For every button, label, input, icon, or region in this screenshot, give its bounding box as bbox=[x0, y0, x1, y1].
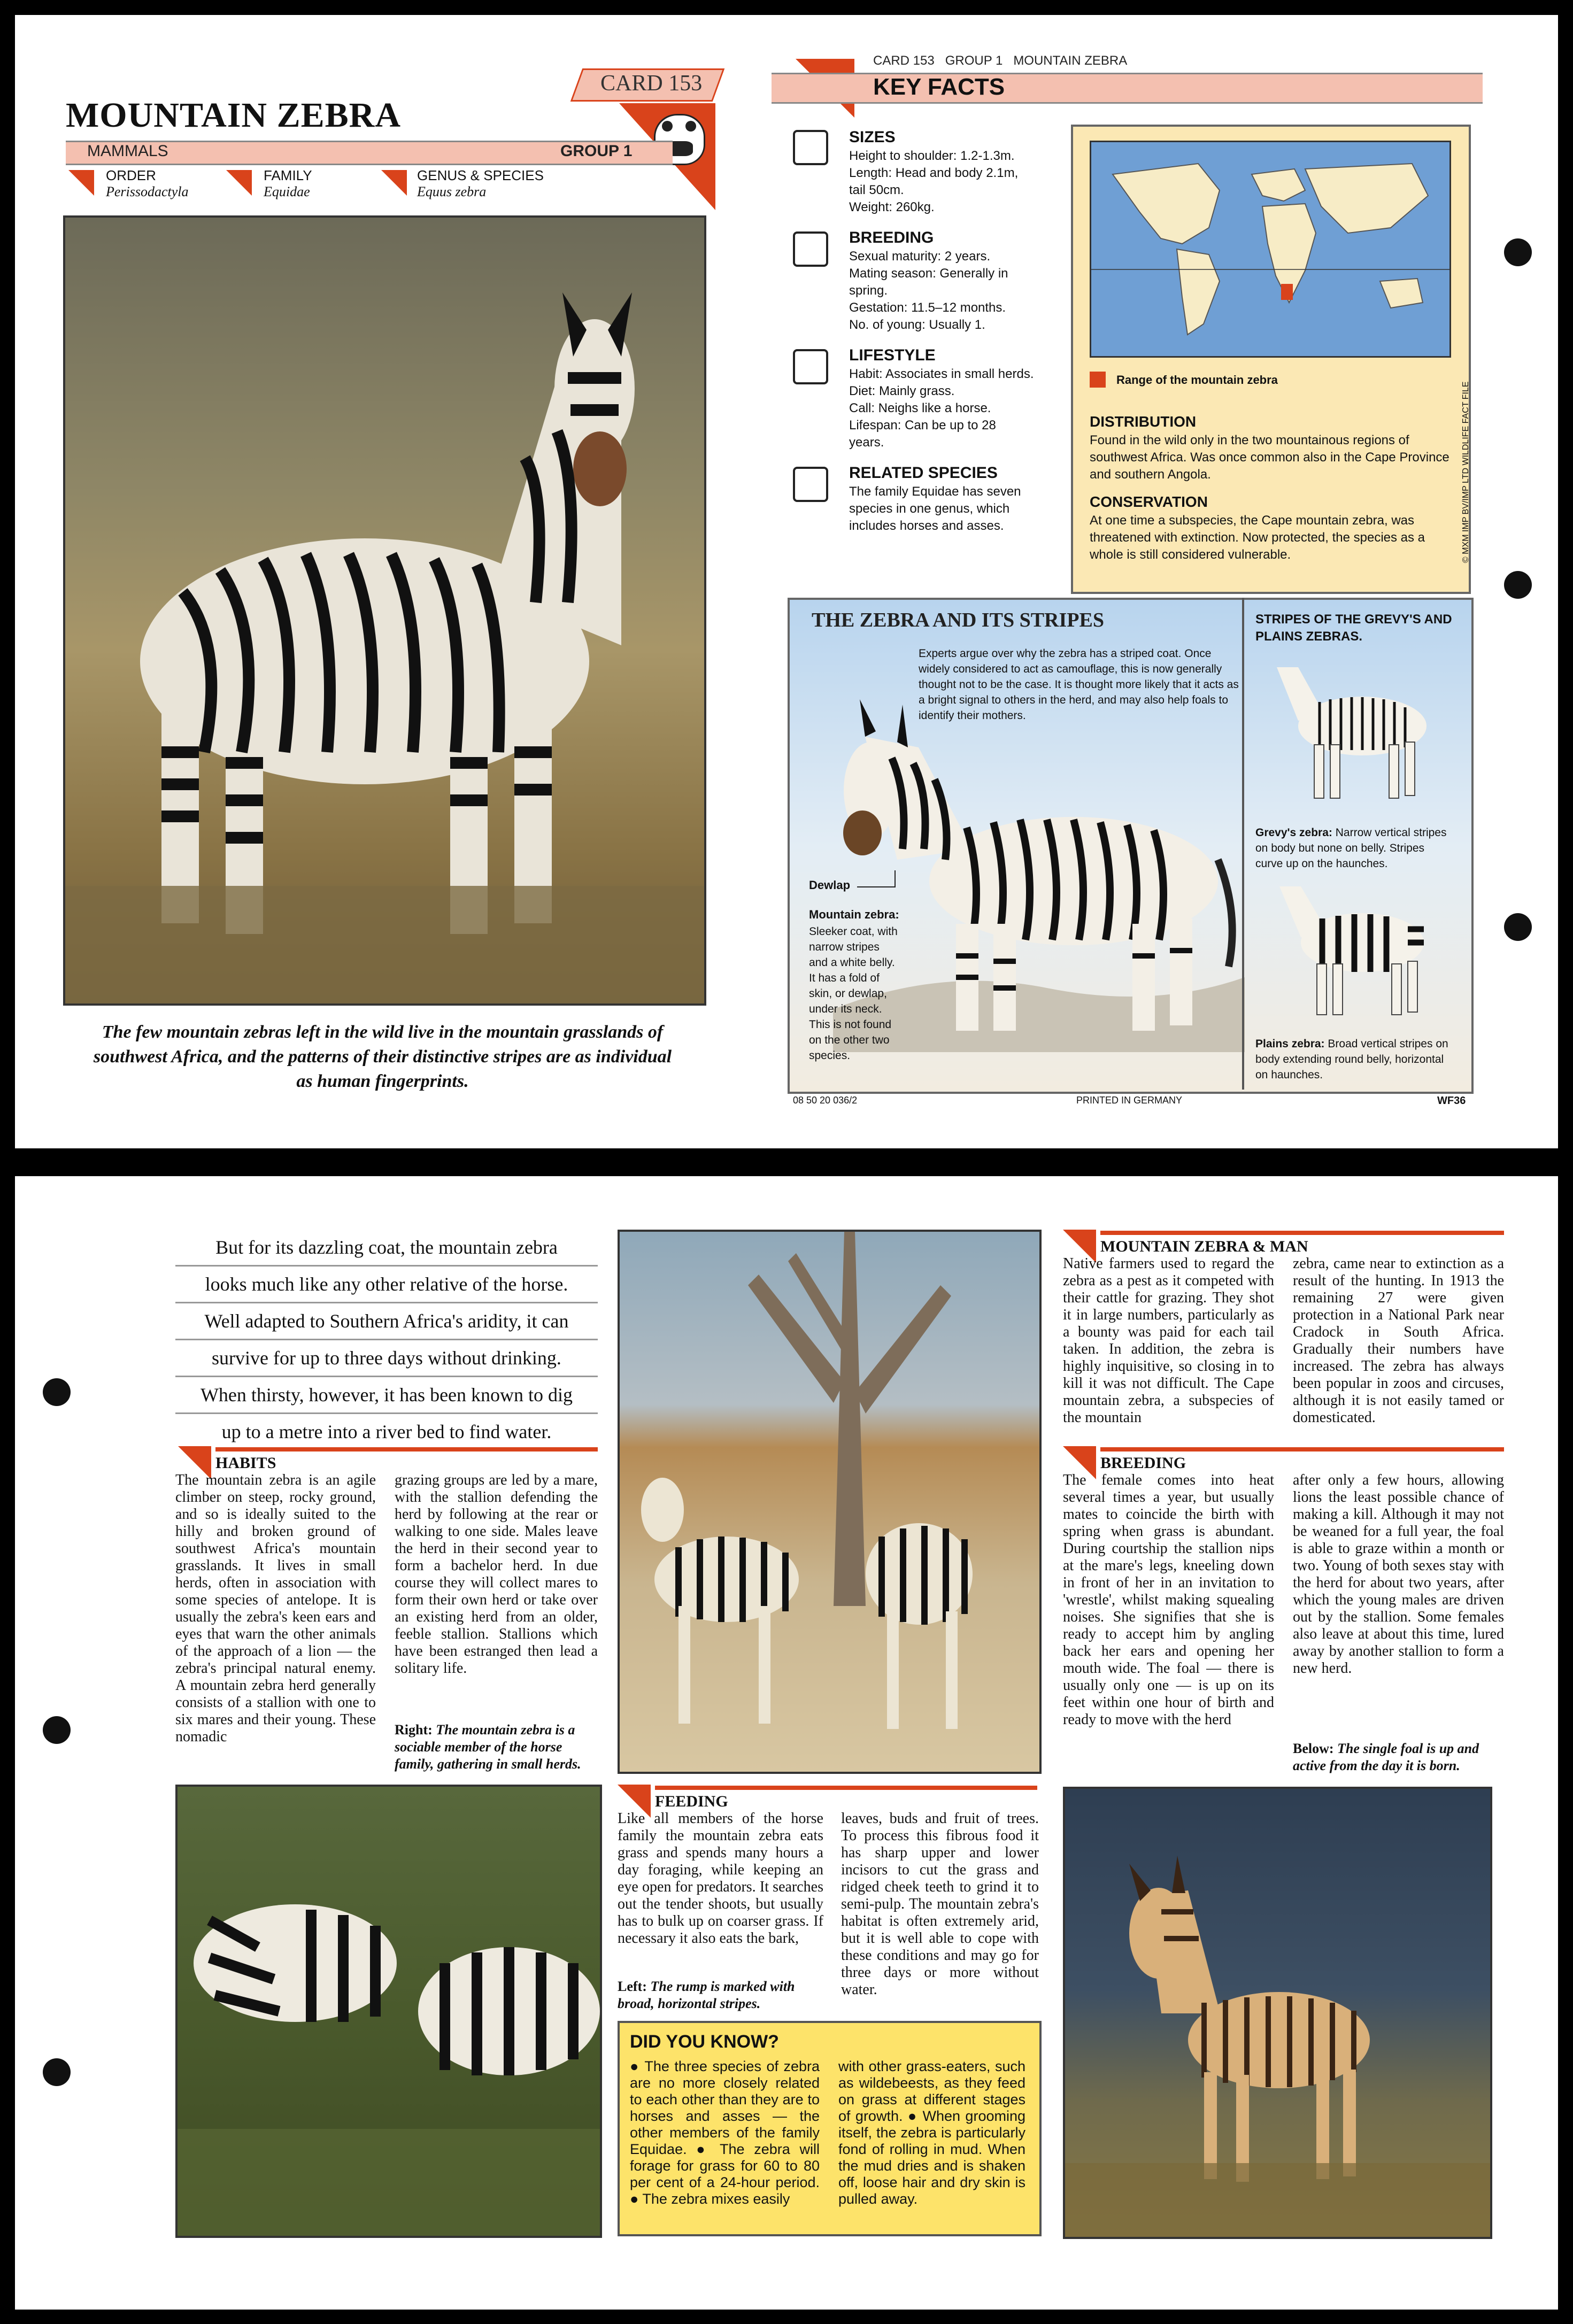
pull-quote-line: But for its dazzling coat, the mountain zebra bbox=[175, 1230, 598, 1267]
breeding-title: BREEDING bbox=[849, 229, 934, 246]
breeding-line: No. of young: Usually 1. bbox=[849, 318, 985, 332]
below-caption-text: The single foal is up and active from the day it is born. bbox=[1293, 1741, 1479, 1773]
stripes-intro: Experts argue over why the zebra has a striped coat. Once widely considered to act as camouflage, this is now generally thought not to be the case. It is thought more likely that it acts as a bright signal to others in the herd, and may also help foals to identify their mothers. bbox=[919, 647, 1239, 722]
mountain-zebra-text: Sleeker coat, with narrow stripes and a white belly. It has a fold of skin, or dewlap, under its neck. This is not found on the other two species. bbox=[809, 925, 898, 1062]
order-value: Perissodactyla bbox=[106, 184, 189, 199]
sizes-list bbox=[849, 148, 1074, 216]
foal-photo bbox=[1063, 1787, 1492, 2239]
related-line: The family Equidae has seven bbox=[849, 484, 1021, 499]
lifestyle-list bbox=[849, 366, 1084, 451]
left-caption-text: The rump is marked with broad, horizontal stripes. bbox=[618, 1979, 795, 2011]
world-map-svg bbox=[1091, 142, 1449, 356]
right-caption-text: The mountain zebra is a sociable member of the horse family, gathering in small herds. bbox=[395, 1722, 581, 1772]
lifestyle-line: Diet: Mainly grass. bbox=[849, 384, 955, 398]
below-caption-label: Below: bbox=[1293, 1741, 1334, 1756]
card-number: CARD 153 bbox=[600, 71, 703, 96]
did-you-know-col1: ● The three species of zebra are no more closely related to each other than they are to horses and asses — the other members of the family Equidae. ● The zebra will forage for grass for 60 to 80 per cent of a 24-hour period. ● The zebra mixes easily bbox=[630, 2058, 820, 2207]
breeding-back-title: BREEDING bbox=[1100, 1454, 1186, 1472]
front-card bbox=[15, 15, 1558, 1148]
right-caption bbox=[395, 1721, 598, 1773]
plains-zebra-label: Plains zebra: bbox=[1255, 1038, 1325, 1050]
pull-quote-line: Well adapted to Southern Africa's aridity, it can bbox=[175, 1303, 598, 1340]
habits-col2: grazing groups are led by a mare, with the stallion defending the herd by following at the rear or walking to one side. Males leave the herd in their second year to form a bachelor herd. In due course they will collect mares to form their own herd or take over an existing herd from an older, feeble stallion. Stallions which have been estranged then lead a solitary life. bbox=[395, 1472, 598, 1677]
lifestyle-line: years. bbox=[849, 435, 884, 450]
habits-col1: The mountain zebra is an agile climber on steep, rocky ground, and so is ideally suited to the hilly and broken ground of southwest Africa's mountain grasslands. It lives in small herds, often in association with some species of antelope. It is usually the zebra's keen ears and eyes that warn the other animals of the approach of a lion — the zebra's principal natural enemy. A mountain zebra herd generally consists of a stallion with one to six mares and their young. These nomadic bbox=[175, 1472, 376, 1745]
lifestyle-panda-icon bbox=[793, 349, 828, 384]
habits-rule bbox=[215, 1447, 598, 1451]
pull-quote-line: looks much like any other relative of the horse. bbox=[175, 1267, 598, 1303]
related-line: includes horses and asses. bbox=[849, 519, 1004, 533]
stripes-side-column bbox=[1242, 598, 1244, 1090]
grevys-zebra-label: Grevy's zebra: bbox=[1255, 827, 1332, 839]
pull-quote bbox=[175, 1230, 598, 1449]
range-marker bbox=[1281, 284, 1293, 300]
breeding-col2: after only a few hours, allowing lions the least possible chance of making a kill. Although it may not be weaned for a full year, the foal is able to graze within a month or two. Young of both sexes stay with the herd for about two years, after which the young males are driven out by the stallion. Some females also leave at about this time, lured away by another stallion to form a new herd. bbox=[1293, 1472, 1504, 1677]
related-panda-icon bbox=[793, 467, 828, 502]
habits-title: HABITS bbox=[215, 1454, 276, 1472]
conservation-title: CONSERVATION bbox=[1090, 493, 1208, 510]
plains-zebra-illustration bbox=[1255, 876, 1448, 1025]
binder-hole bbox=[1504, 913, 1532, 941]
conservation-text: At one time a subspecies, the Cape mountain zebra, was threatened with extinction. Now protected, the species as a whole is still considered vulnerable. bbox=[1090, 513, 1425, 562]
grevys-zebra-illustration bbox=[1255, 657, 1448, 812]
grevys-zebra-caption bbox=[1255, 825, 1453, 871]
lifestyle-line: Lifespan: Can be up to 28 bbox=[849, 418, 996, 433]
breeding-line: Gestation: 11.5–12 months. bbox=[849, 300, 1006, 315]
dewlap-label: Dewlap bbox=[809, 878, 851, 892]
did-you-know-col2: with other grass-eaters, such as wildebeests, as they feed on grass at different stages of growth. ● When grooming itself, the zebra is particularly fond of rolling in mud. When the mud dries and is shaken off, loose hair and dry skin is pulled away. bbox=[838, 2058, 1025, 2207]
zebra-illustration bbox=[65, 218, 704, 1003]
binder-hole bbox=[43, 1716, 71, 1744]
distribution-text: Found in the wild only in the two mountainous regions of southwest Africa. Was once common also in the Cape Province and southern Angola. bbox=[1090, 433, 1449, 482]
below-caption bbox=[1293, 1740, 1504, 1774]
pull-quote-line: survive for up to three days without drinking. bbox=[175, 1340, 598, 1377]
man-title: MOUNTAIN ZEBRA & MAN bbox=[1100, 1238, 1308, 1255]
plains-zebra-caption bbox=[1255, 1036, 1453, 1083]
family-label: FAMILY bbox=[264, 167, 312, 183]
related-list bbox=[849, 483, 1084, 535]
dewlap-pointer bbox=[857, 870, 896, 887]
lifestyle-line: Call: Neighs like a horse. bbox=[849, 401, 991, 415]
genus-label: GENUS & SPECIES bbox=[417, 167, 544, 183]
sizes-panda-icon bbox=[793, 130, 828, 165]
order-marker-icon bbox=[68, 170, 94, 196]
breeding-col1: The female comes into heat several times a year, but usually mates to coincide the birth with spring when grass is abundant. During courtship the stallion nips at the mare's legs, kneeling down in front of her in an invitation to 'wrestle', whilst making squealing noises. She signifies that she is ready to accept him by angling back her ears and opening her mouth wide. The foal — there is usually only one — is up on its feet within one hour of birth and ready to move with the herd bbox=[1063, 1472, 1274, 1728]
lifestyle-line: Habit: Associates in small herds. bbox=[849, 367, 1034, 381]
main-zebra-photo bbox=[63, 215, 706, 1006]
world-map bbox=[1090, 141, 1451, 358]
breeding-line: Mating season: Generally in bbox=[849, 266, 1008, 281]
sizes-line: tail 50cm. bbox=[849, 183, 904, 197]
breeding-panda-icon bbox=[793, 231, 828, 267]
man-col2: zebra, came near to extinction as a result of the hunting. In 1913 the remaining 27 were given protection in a National Park near Cradock in South Africa. Gradually their numbers have increased. The zebra has always been popular in zoos and circuses, although it is not easily tamed or domesticated. bbox=[1293, 1255, 1504, 1426]
man-rule bbox=[1100, 1231, 1504, 1235]
breeding-line: spring. bbox=[849, 283, 888, 298]
breeding-line: Sexual maturity: 2 years. bbox=[849, 249, 991, 264]
genus-value: Equus zebra bbox=[417, 184, 487, 199]
did-you-know-title: DID YOU KNOW? bbox=[630, 2032, 779, 2052]
feeding-col1: Like all members of the horse family the mountain zebra eats grass and spends many hours a day foraging, while keeping an eye open for predators. It searches out the tender shoots, but usually has to bulk up on coarser grass. If necessary it also eats the bark, bbox=[618, 1810, 823, 1947]
order-label: ORDER bbox=[106, 167, 156, 183]
sizes-line: Length: Head and body 2.1m, bbox=[849, 166, 1019, 180]
lifestyle-title: LIFESTYLE bbox=[849, 346, 936, 364]
family-marker-icon bbox=[226, 170, 252, 196]
back-card bbox=[15, 1176, 1558, 2310]
category-label: MAMMALS bbox=[87, 142, 168, 160]
left-caption-label: Left: bbox=[618, 1979, 647, 1994]
two-zebras-photo bbox=[618, 1230, 1042, 1774]
genus-marker-icon bbox=[381, 170, 407, 196]
binder-hole bbox=[43, 2058, 71, 2086]
related-title: RELATED SPECIES bbox=[849, 464, 998, 482]
man-col1: Native farmers used to regard the zebra as a pest as it competed with their cattle for grazing. They shot it in large numbers, particularly as a bounty was paid for each tail taken. In addition, the zebra is highly inquisitive, so closing in to kill it was not difficult. The Cape mountain zebra, a subspecies of the mountain bbox=[1063, 1255, 1274, 1426]
left-caption bbox=[618, 1978, 823, 2012]
main-photo-caption: The few mountain zebras left in the wild live in the mountain grasslands of southwest Africa, and the patterns of their distinctive stripes are as individual as human fingerprints. bbox=[93, 1022, 672, 1091]
footer-wf: WF36 bbox=[1437, 1095, 1466, 1107]
map-legend-swatch bbox=[1090, 372, 1106, 388]
footer-printed: PRINTED IN GERMANY bbox=[1076, 1095, 1183, 1106]
feeding-rule bbox=[655, 1786, 1037, 1790]
binder-hole bbox=[1504, 238, 1532, 266]
breeding-rule bbox=[1100, 1447, 1504, 1451]
keyfacts-header-small: CARD 153 GROUP 1 MOUNTAIN ZEBRA bbox=[873, 53, 1128, 68]
family-value: Equidae bbox=[264, 184, 310, 199]
foal-illustration bbox=[1065, 1789, 1490, 2237]
stripes-side-title: STRIPES OF THE GREVY'S AND PLAINS ZEBRAS. bbox=[1255, 612, 1452, 644]
pull-quote-line: up to a metre into a river bed to find water. bbox=[221, 1421, 552, 1442]
card-title: MOUNTAIN ZEBRA bbox=[66, 96, 401, 135]
tree-zebras-illustration bbox=[620, 1232, 1039, 1772]
copyright-text: © MXM IMP BV/IMP LTD WILDLIFE FACT FILE bbox=[1461, 381, 1470, 563]
sizes-line: Weight: 260kg. bbox=[849, 200, 935, 214]
binder-hole bbox=[43, 1378, 71, 1406]
footer-code: 08 50 20 036/2 bbox=[793, 1095, 858, 1106]
grazing-zebras-photo bbox=[175, 1785, 602, 2238]
grevys-zebra-text: Narrow vertical stripes on body but none on belly. Stripes curve up on the haunches. bbox=[1255, 827, 1447, 870]
related-line: species in one genus, which bbox=[849, 501, 1010, 516]
distribution-title: DISTRIBUTION bbox=[1090, 413, 1197, 430]
sizes-title: SIZES bbox=[849, 128, 896, 146]
feeding-title: FEEDING bbox=[655, 1793, 728, 1810]
mountain-zebra-label: Mountain zebra: bbox=[809, 908, 899, 921]
breeding-list bbox=[849, 248, 1074, 334]
plains-zebra-text: Broad vertical stripes on body extending round belly, horizontal on haunches. bbox=[1255, 1038, 1448, 1081]
sizes-line: Height to shoulder: 1.2-1.3m. bbox=[849, 149, 1015, 163]
right-caption-label: Right: bbox=[395, 1722, 433, 1738]
feeding-col2: leaves, buds and fruit of trees. To process this fibrous food it has sharp upper and lower incisors to cut the grass and ridged cheek teeth to grind it to semi-pulp. The mountain zebra's habitat is often extremely arid, but it is well able to cope with these conditions and may go for three days or more without water. bbox=[841, 1810, 1039, 1998]
stripes-title: THE ZEBRA AND ITS STRIPES bbox=[812, 609, 1104, 631]
map-legend-label: Range of the mountain zebra bbox=[1116, 373, 1278, 387]
keyfacts-header: KEY FACTS bbox=[873, 74, 1005, 100]
group-label: GROUP 1 bbox=[560, 142, 633, 160]
grazing-illustration bbox=[178, 1787, 600, 2236]
binder-hole bbox=[1504, 571, 1532, 599]
pull-quote-line: When thirsty, however, it has been known to dig bbox=[175, 1377, 598, 1414]
